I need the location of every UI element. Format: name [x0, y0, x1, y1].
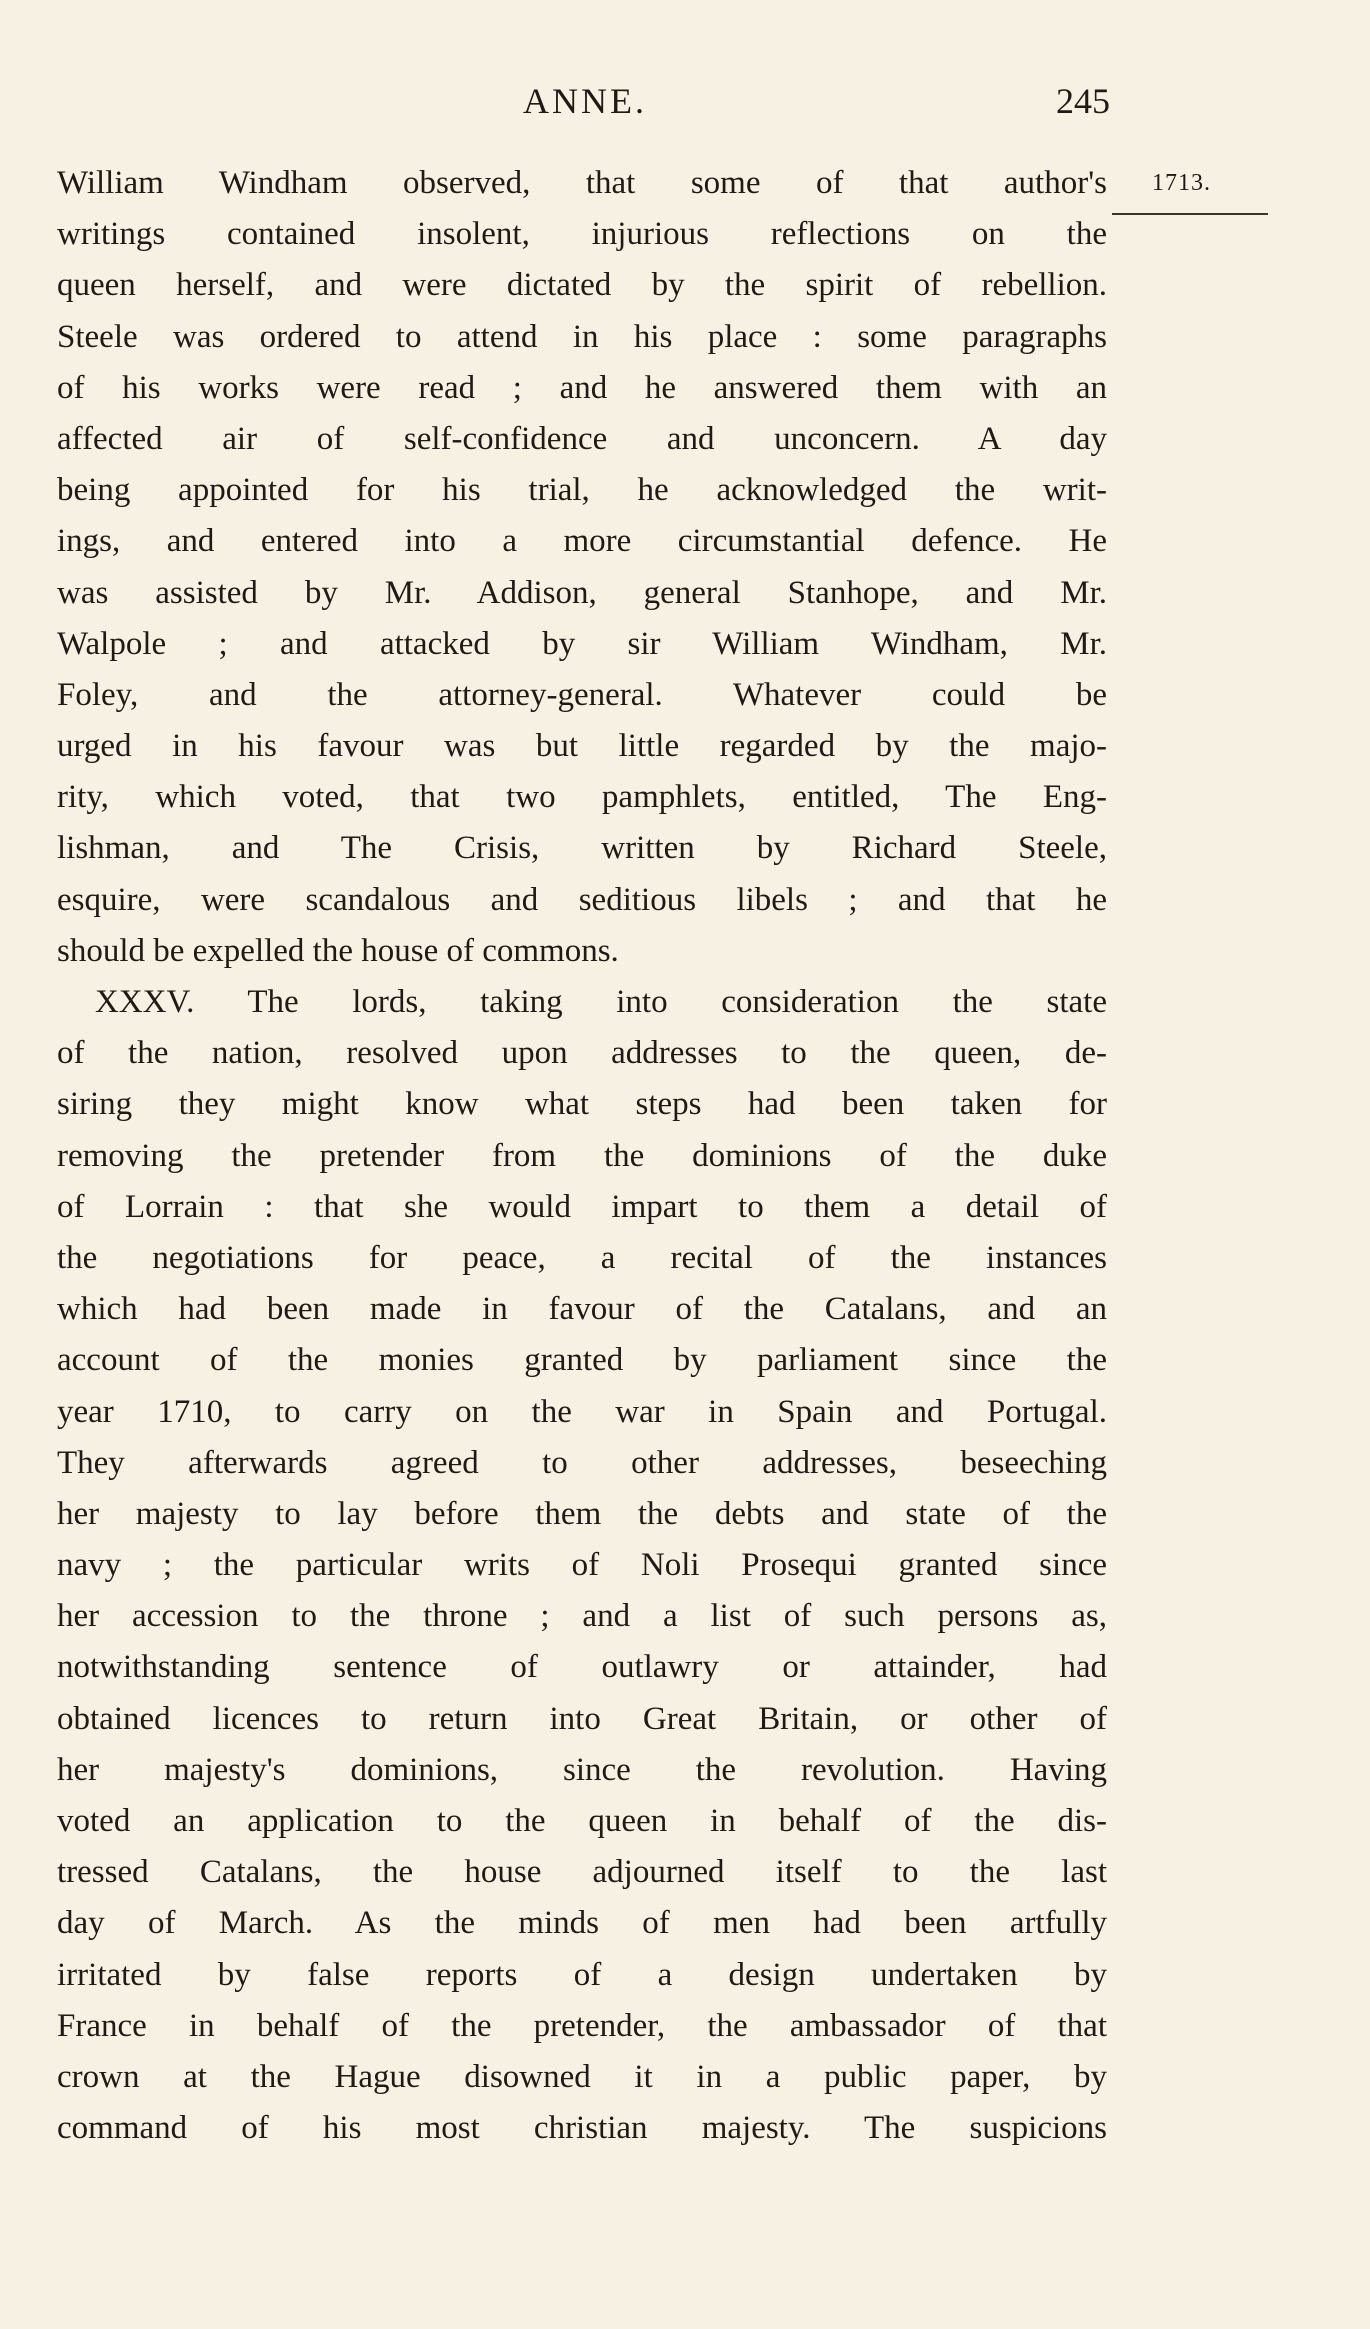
page-number: 245 [1056, 81, 1110, 121]
body-text [57, 158, 1107, 2154]
text-line: siring they might know what steps had been taken for [57, 1086, 1107, 1123]
text-line: of Lorrain : that she would impart to them a detail of [57, 1188, 1107, 1225]
margin-rule [1112, 213, 1268, 215]
text-line: her majesty's dominions, since the revolution. Having [57, 1751, 1107, 1788]
text-line: They afterwards agreed to other addresses, beseeching [57, 1444, 1107, 1481]
text-line: France in behalf of the pretender, the ambassador of that [57, 2007, 1107, 2044]
text-line: writings contained insolent, injurious reflections on the [57, 216, 1107, 253]
text-line: year 1710, to carry on the war in Spain and Portugal. [57, 1393, 1107, 1430]
text-line: obtained licences to return into Great Britain, or other of [57, 1700, 1107, 1737]
text-line: being appointed for his trial, he acknowledged the writ- [57, 472, 1107, 509]
text-line: irritated by false reports of a design undertaken by [57, 1956, 1107, 1993]
paragraph-end-line: should be expelled the house of commons. [57, 932, 619, 969]
text-line: of the nation, resolved upon addresses to the queen, de- [57, 1035, 1107, 1072]
text-line: account of the monies granted by parliament since the [57, 1342, 1107, 1379]
text-line: day of March. As the minds of men had been artfully [57, 1905, 1107, 1942]
text-line: was assisted by Mr. Addison, general Stanhope, and Mr. [57, 574, 1107, 611]
page-header [60, 80, 1110, 140]
text-line: her accession to the throne ; and a list of such persons as, [57, 1598, 1107, 1635]
text-line: urged in his favour was but little regarded by the majo- [57, 728, 1107, 765]
text-line: rity, which voted, that two pamphlets, entitled, The Eng- [57, 779, 1107, 816]
text-line: Walpole ; and attacked by sir William Windham, Mr. [57, 625, 1107, 662]
text-line: removing the pretender from the dominions of the duke [57, 1137, 1107, 1174]
text-line: crown at the Hague disowned it in a public paper, by [57, 2058, 1107, 2095]
text-line: the negotiations for peace, a recital of the instances [57, 1239, 1107, 1276]
text-line: esquire, were scandalous and seditious libels ; and that he [57, 881, 1107, 918]
margin-year-note: 1713. [1152, 170, 1211, 196]
text-line: ings, and entered into a more circumstantial defence. He [57, 523, 1107, 560]
text-line: affected air of self-confidence and unconcern. A day [57, 420, 1107, 457]
text-line: lishman, and The Crisis, written by Richard Steele, [57, 830, 1107, 867]
section-start-line: XXXV. The lords, taking into consideration the state [95, 984, 1107, 1020]
text-line: Foley, and the attorney-general. Whatever could be [57, 676, 1107, 713]
text-line: navy ; the particular writs of Noli Prosequi granted since [57, 1547, 1107, 1584]
text-line: William Windham observed, that some of that author's [57, 165, 1107, 201]
text-line: Steele was ordered to attend in his place : some paragraphs [57, 318, 1107, 355]
text-line: command of his most christian majesty. The suspicions [57, 2110, 1107, 2147]
text-line: her majesty to lay before them the debts and state of the [57, 1495, 1107, 1532]
text-line: tressed Catalans, the house adjourned itself to the last [57, 1854, 1107, 1891]
text-line: which had been made in favour of the Catalans, and an [57, 1291, 1107, 1328]
text-line: of his works were read ; and he answered them with an [57, 369, 1107, 406]
text-line: voted an application to the queen in behalf of the dis- [57, 1803, 1107, 1839]
text-line: queen herself, and were dictated by the spirit of rebellion. [57, 267, 1107, 304]
text-line: notwithstanding sentence of outlawry or attainder, had [57, 1649, 1107, 1686]
running-head: ANNE. [523, 81, 647, 121]
